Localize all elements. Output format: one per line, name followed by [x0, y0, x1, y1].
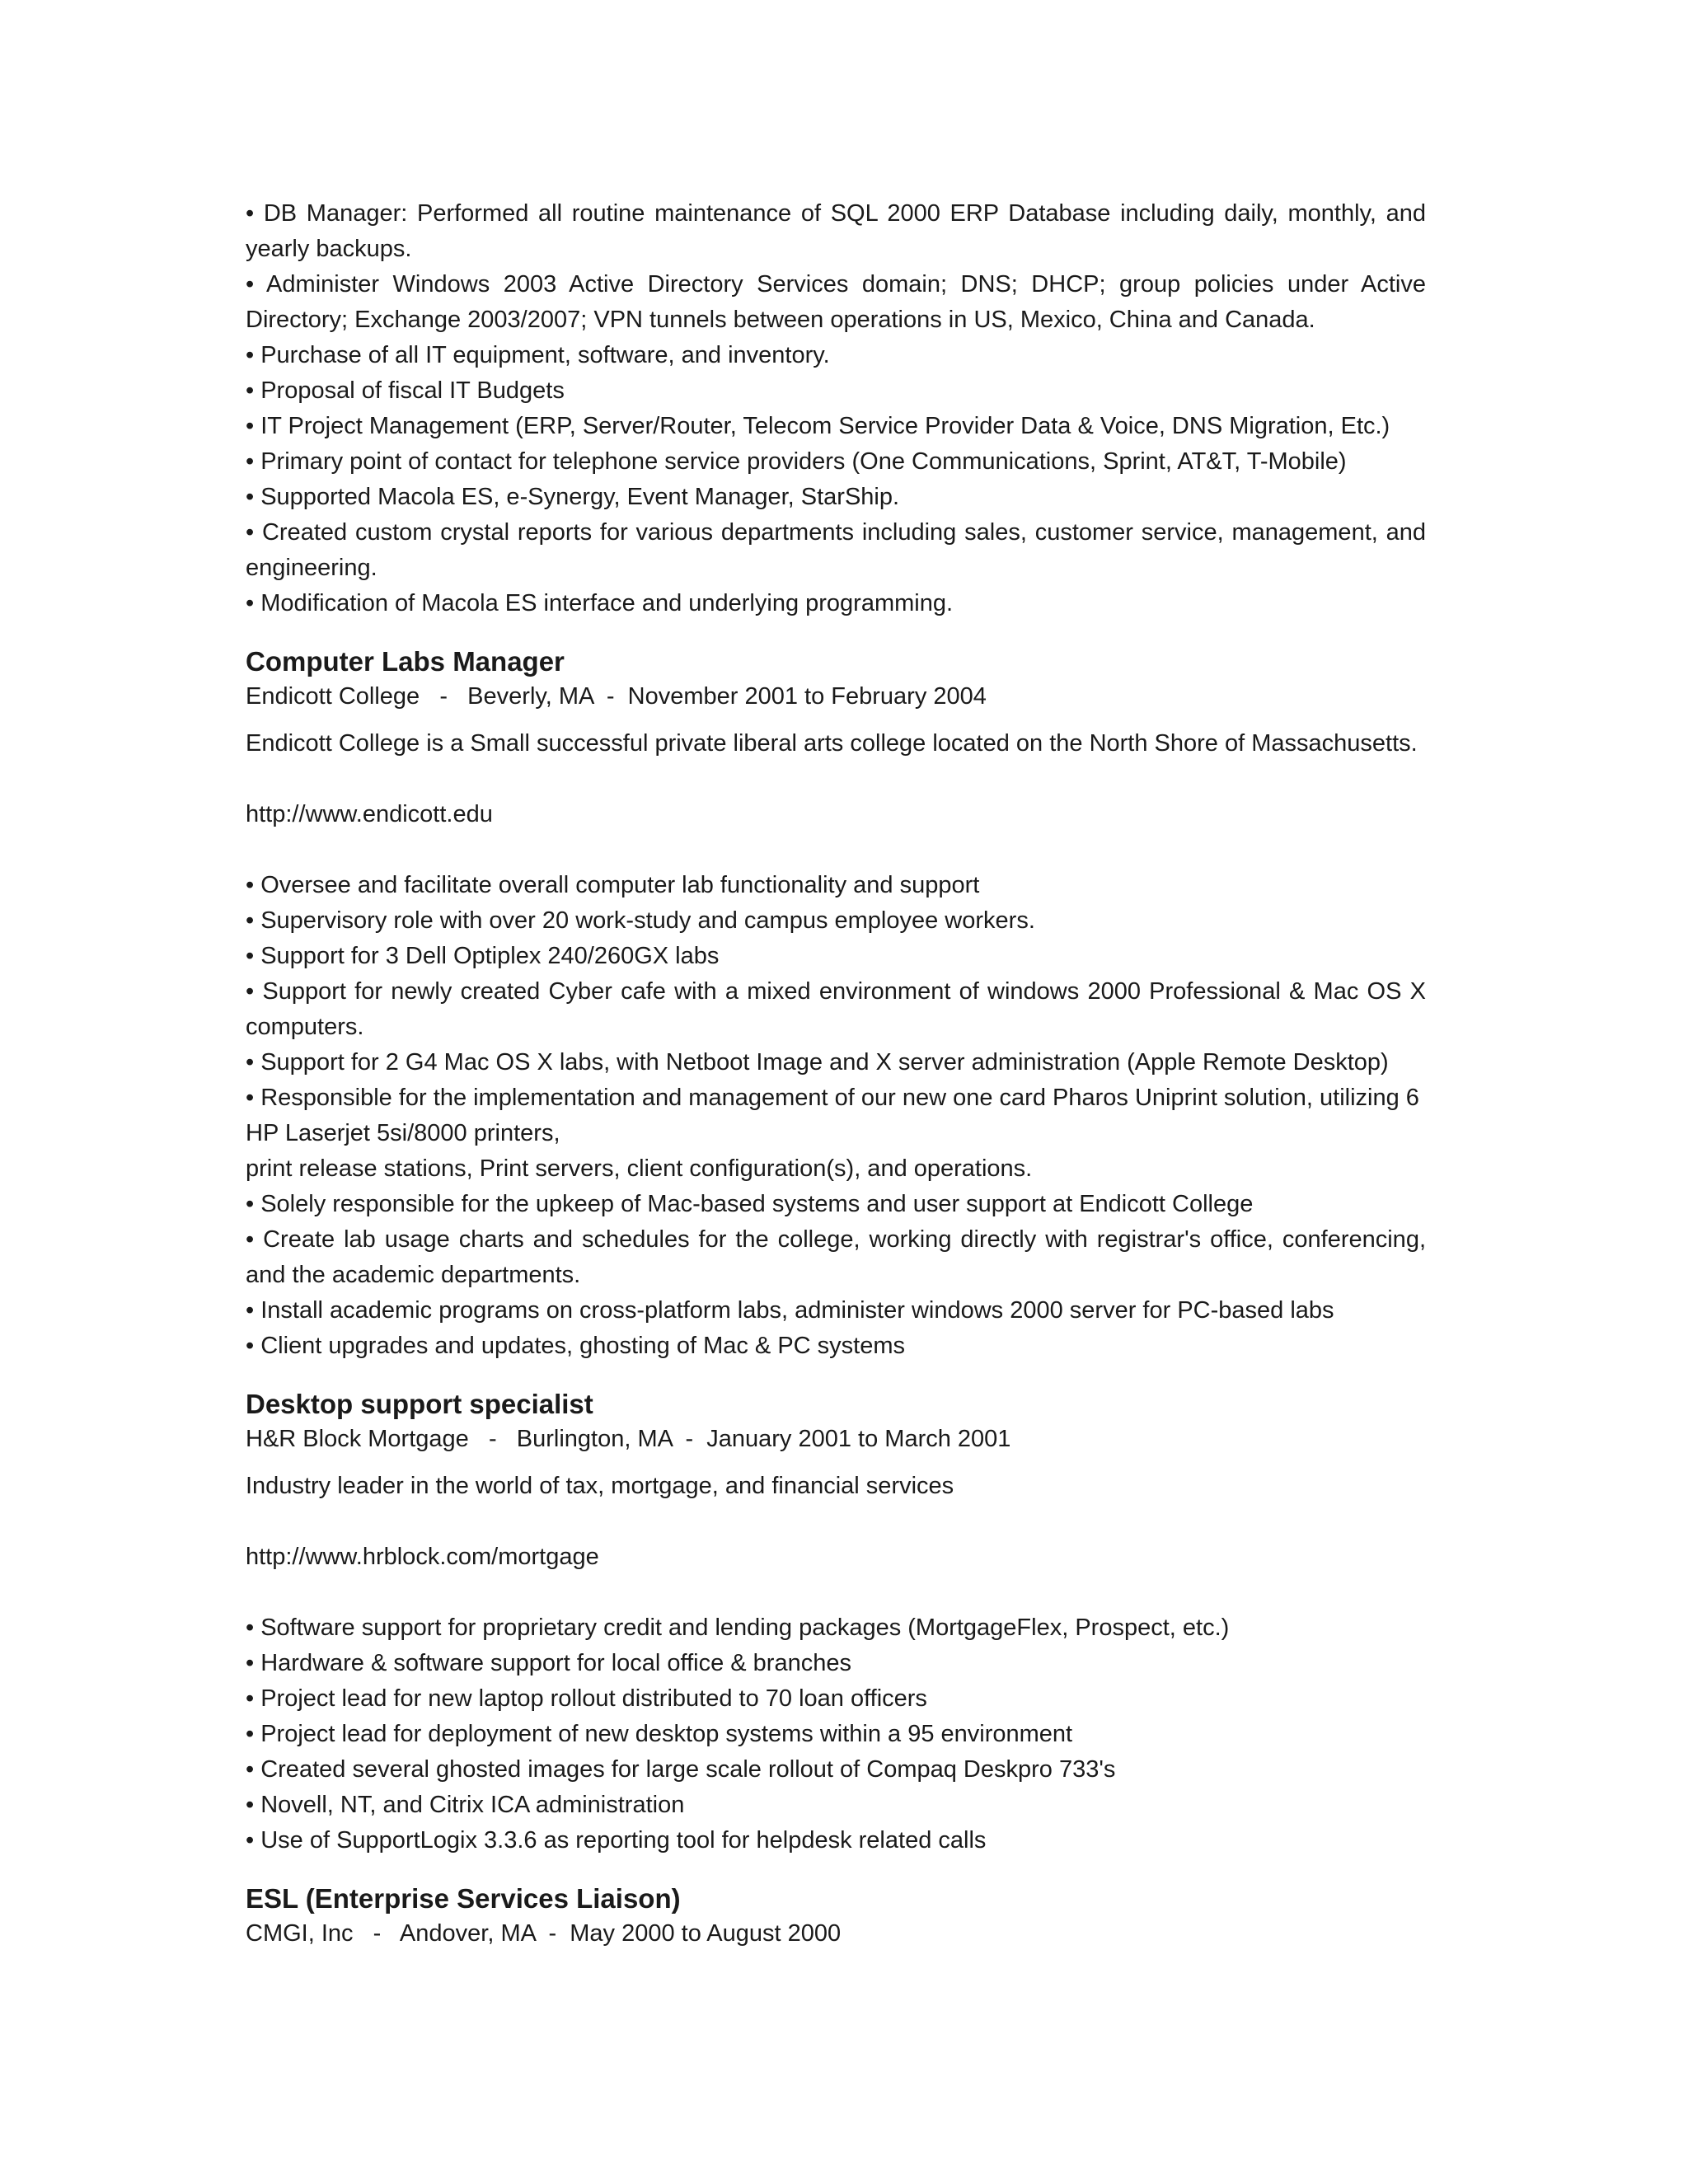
list-item: • Project lead for deployment of new desktop systems within a 95 environment	[246, 1721, 1073, 1747]
company-url: http://www.hrblock.com/mortgage	[246, 1544, 599, 1570]
list-item: • Primary point of contact for telephone service providers (One Communications, Sprint, AT&T, T-Mobile)	[246, 448, 1347, 475]
spacer	[246, 1575, 1426, 1610]
company-url: http://www.endicott.edu	[246, 801, 493, 827]
company-description: Industry leader in the world of tax, mortgage, and financial services	[246, 1473, 954, 1499]
list-item: • Support for newly created Cyber cafe with a mixed environment of windows 2000 Professional & Mac OS X computers.	[246, 978, 1426, 1040]
list-item: • IT Project Management (ERP, Server/Router, Telecom Service Provider Data & Voice, DNS Migration, Etc.)	[246, 413, 1390, 439]
job-title: ESL (Enterprise Services Liaison)	[246, 1883, 681, 1914]
list-item: • Install academic programs on cross-platform labs, administer windows 2000 server for PC-based labs	[246, 1297, 1334, 1324]
list-item: • Solely responsible for the upkeep of Mac-based systems and user support at Endicott College	[246, 1191, 1254, 1217]
list-item: • Modification of Macola ES interface and underlying programming.	[246, 590, 954, 616]
list-item: • Use of SupportLogix 3.3.6 as reporting tool for helpdesk related calls	[246, 1827, 987, 1854]
resume-page	[246, 196, 1426, 1952]
job-section-computer-labs-manager	[246, 644, 1426, 1364]
list-item: • Client upgrades and updates, ghosting of Mac & PC systems	[246, 1333, 906, 1359]
list-item: • Supported Macola ES, e-Synergy, Event Manager, StarShip.	[246, 484, 900, 510]
spacer	[246, 832, 1426, 868]
job-section-esl	[246, 1881, 1426, 1952]
list-item: • Supervisory role with over 20 work-study and campus employee workers.	[246, 907, 1035, 934]
job-meta: H&R Block Mortgage - Burlington, MA - January 2001 to March 2001	[246, 1426, 1011, 1452]
previous-job-bullets	[246, 196, 1426, 621]
job-section-desktop-support-specialist	[246, 1386, 1426, 1858]
list-item: • Create lab usage charts and schedules for the college, working directly with registrar's office, conferencing, and the academic departments.	[246, 1226, 1426, 1288]
list-item: • Software support for proprietary credit and lending packages (MortgageFlex, Prospect, etc.)	[246, 1615, 1230, 1641]
list-item: • Proposal of fiscal IT Budgets	[246, 377, 565, 404]
company-description: Endicott College is a Small successful private liberal arts college located on the North Shore of Massachusetts.	[246, 730, 1418, 757]
list-item: • Purchase of all IT equipment, software, and inventory.	[246, 342, 830, 368]
spacer	[246, 762, 1426, 797]
list-item: • Responsible for the implementation and management of our new one card Pharos Uniprint solution, utilizing 6 HP Laserjet 5si/8000 printers,	[246, 1085, 1419, 1146]
list-item: • Oversee and facilitate overall computer lab functionality and support	[246, 872, 980, 898]
list-item: print release stations, Print servers, client configuration(s), and operations.	[246, 1155, 1033, 1182]
list-item: • Created several ghosted images for large scale rollout of Compaq Deskpro 733's	[246, 1756, 1116, 1783]
job-meta: Endicott College - Beverly, MA - November 2001 to February 2004	[246, 683, 987, 710]
job-meta: CMGI, Inc - Andover, MA - May 2000 to August 2000	[246, 1920, 842, 1947]
list-item: • DB Manager: Performed all routine maintenance of SQL 2000 ERP Database including daily, monthly, and yearly backups.	[246, 200, 1426, 262]
list-item: • Novell, NT, and Citrix ICA administration	[246, 1792, 685, 1818]
job-title: Desktop support specialist	[246, 1389, 593, 1419]
spacer	[246, 1504, 1426, 1540]
list-item: • Support for 3 Dell Optiplex 240/260GX labs	[246, 943, 720, 969]
list-item: • Project lead for new laptop rollout distributed to 70 loan officers	[246, 1685, 927, 1712]
list-item: • Created custom crystal reports for various departments including sales, customer service, management, and engineering.	[246, 519, 1426, 581]
list-item: • Support for 2 G4 Mac OS X labs, with Netboot Image and X server administration (Apple Remote Desktop)	[246, 1049, 1389, 1076]
list-item: • Hardware & software support for local office & branches	[246, 1650, 851, 1676]
job-title: Computer Labs Manager	[246, 646, 565, 677]
list-item: • Administer Windows 2003 Active Directory Services domain; DNS; DHCP; group policies under Active Directory; Exchange 2003/2007; VPN tunnels between operations in US, Mexico, China and Canada.	[246, 271, 1426, 333]
